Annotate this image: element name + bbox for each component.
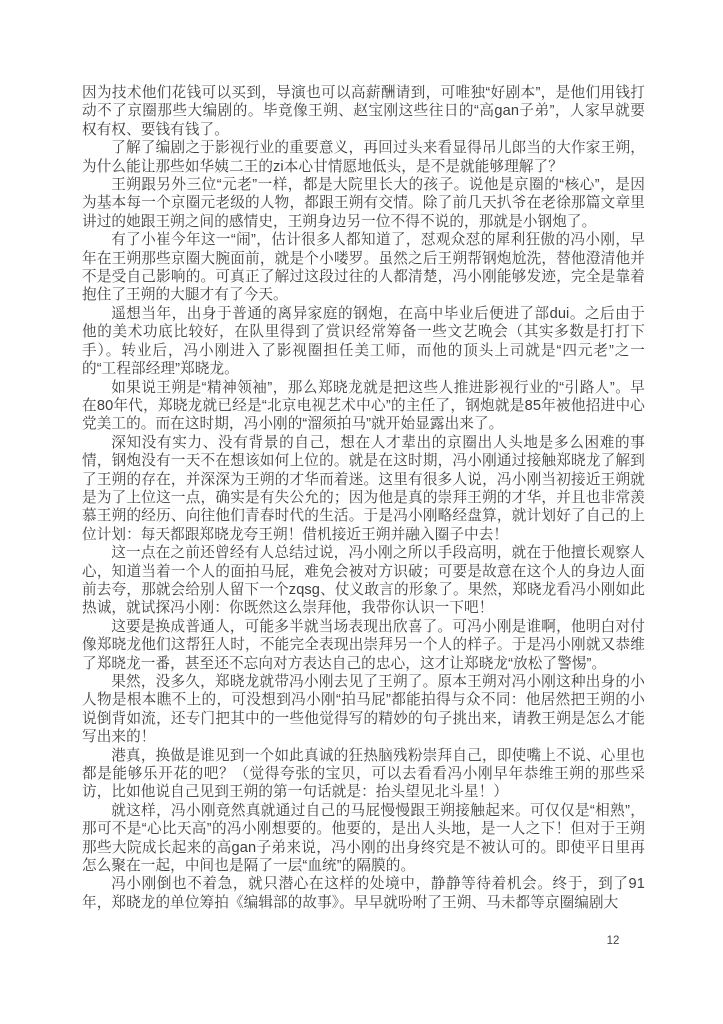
paragraph: 就这样，冯小刚竟然真就通过自己的马屁慢慢跟王朔接触起来。可仅仅是“相熟”，那可不是“心比天高”的冯小刚想要的。他要的，是出人头地，是一人之下！但对于王朔那些大院成长起来的高gan子弟来说，冯小刚的出身终究是不被认可的。即使平日里再怎么聚在一起，中间也是隔了一层“血统”的隔膜的。: [82, 802, 645, 875]
paragraph: 因为技术他们花钱可以买到，导演也可以高薪酬请到，可唯独“好剧本”，是他们用钱打动不了京圈那些大编剧的。毕竟像王朔、赵宝刚这些往日的“高gan子弟”，人家早就要权有权、要钱有钱了。: [82, 85, 645, 138]
paragraph: 如果说王朔是“精神领袖”，那么郑晓龙就是把这些人推进影视行业的“引路人”。早在80年代，郑晓龙就已经是“北京电视艺术中心”的主任了，钢炮就是85年被他招进中心党美工的。而在这时期，冯小刚的“溜须拍马”就开始显露出来了。: [82, 379, 645, 433]
paragraph: 遥想当年，出身于普通的离异家庭的钢炮，在高中毕业后便进了部dui。之后由于他的美术功底比较好，在队里得到了赏识经常筹备一些文艺晚会（其实多数是打打下手）。转业后，冯小刚进入了影视圈担任美工师，而他的顶头上司就是“四元老”之一的“工程部经理”郑晓龙。: [82, 305, 645, 378]
page-number: 12: [606, 935, 620, 947]
body-text: [82, 84, 645, 912]
paragraph: 这一点在之前还曾经有人总结过说，冯小刚之所以手段高明，就在于他擅长观察人心，知道当着一个人的面拍马屁，难免会被对方识破；可要是故意在这个人的身边人面前去夸，那就会给别人留下一个zqsg、仗义敢言的形象了。果然，郑晓龙看冯小刚如此热诚，就试探冯小刚：你既然这么崇拜他，我带你认识一下吧！: [82, 545, 645, 617]
paragraph: 深知没有实力、没有背景的自己，想在人才辈出的京圈出人头地是多么困难的事情，钢炮没有一天不在想该如何上位的。就是在这时期，冯小刚通过接触郑晓龙了解到了王朔的存在，并深深为王朔的才华而着迷。这里有很多人说，冯小刚当初接近王朔就是为了上位这一点，确实是有失公允的；因为他是真的崇拜王朔的才华，并且也非常羡慕王朔的经历、向往他们青春时代的生活。于是冯小刚略经盘算，就计划好了自己的上位计划：每天都跟郑晓龙夸王朔！借机接近王朔并融入圈子中去！: [82, 434, 645, 543]
paragraph: 王朔跟另外三位“元老”一样，都是大院里长大的孩子。说他是京圈的“核心”，是因为基本每一个京圈元老级的人物，都跟王朔有交情。除了前几天扒爷在老徐那篇文章里讲过的她跟王朔之间的感情史，王朔身边另一位不得不说的，那就是小钢炮了。: [82, 177, 645, 230]
paragraph: 这要是换成普通人，可能多半就当场表现出欣喜了。可冯小刚是谁啊，他明白对付像郑晓龙他们这帮狂人时，不能完全表现出崇拜另一个人的样子。于是冯小刚就又恭维了郑晓龙一番，甚至还不忘向对方表达自己的忠心，这才让郑晓龙“放松了警惕”。: [82, 618, 645, 672]
paragraph: 了解了编剧之于影视行业的重要意义，再回过头来看显得吊儿郎当的大作家王朔，为什么能让那些如华姨二王的zi本心甘情愿地低头，是不是就能够理解了？: [82, 140, 645, 175]
paragraph: 有了小崔今年这一“闹”，估计很多人都知道了，怼观众怼的犀利狂傲的冯小刚，早年在王朔那些京圈大腕面前，就是个小喽罗。虽然之后王朔帮钢炮尬洗，替他澄清他并不是受自己影响的。可真正了解过这段过往的人都清楚，冯小刚能够发迹，完全是靠着抱住了王朔的大腿才有了今天。: [82, 232, 645, 304]
paragraph: 冯小刚倒也不着急，就只潜心在这样的处境中，静静等待着机会。终于，到了91年，郑晓龙的单位筹拍《编辑部的故事》。早早就吩咐了王朔、马未都等京圈编剧大: [82, 876, 645, 911]
paragraph: 港真，换做是谁见到一个如此真诚的狂热脑残粉崇拜自己，即使嘴上不说、心里也都是能够乐开花的吧？（觉得夸张的宝贝，可以去看看冯小刚早年恭维王朔的那些采访，比如他说自己见到王朔的第一句话就是：抬头望见北斗星！）: [82, 747, 645, 801]
paragraph: 果然，没多久，郑晓龙就带冯小刚去见了王朔了。原本王朔对冯小刚这种出身的小人物是根本瞧不上的，可没想到冯小刚“拍马屁”都能拍得与众不同：他居然把王朔的小说倒背如流，还专门把其中的一些他觉得写的精妙的句子挑出来，请教王朔是怎么才能写出来的！: [82, 674, 645, 746]
